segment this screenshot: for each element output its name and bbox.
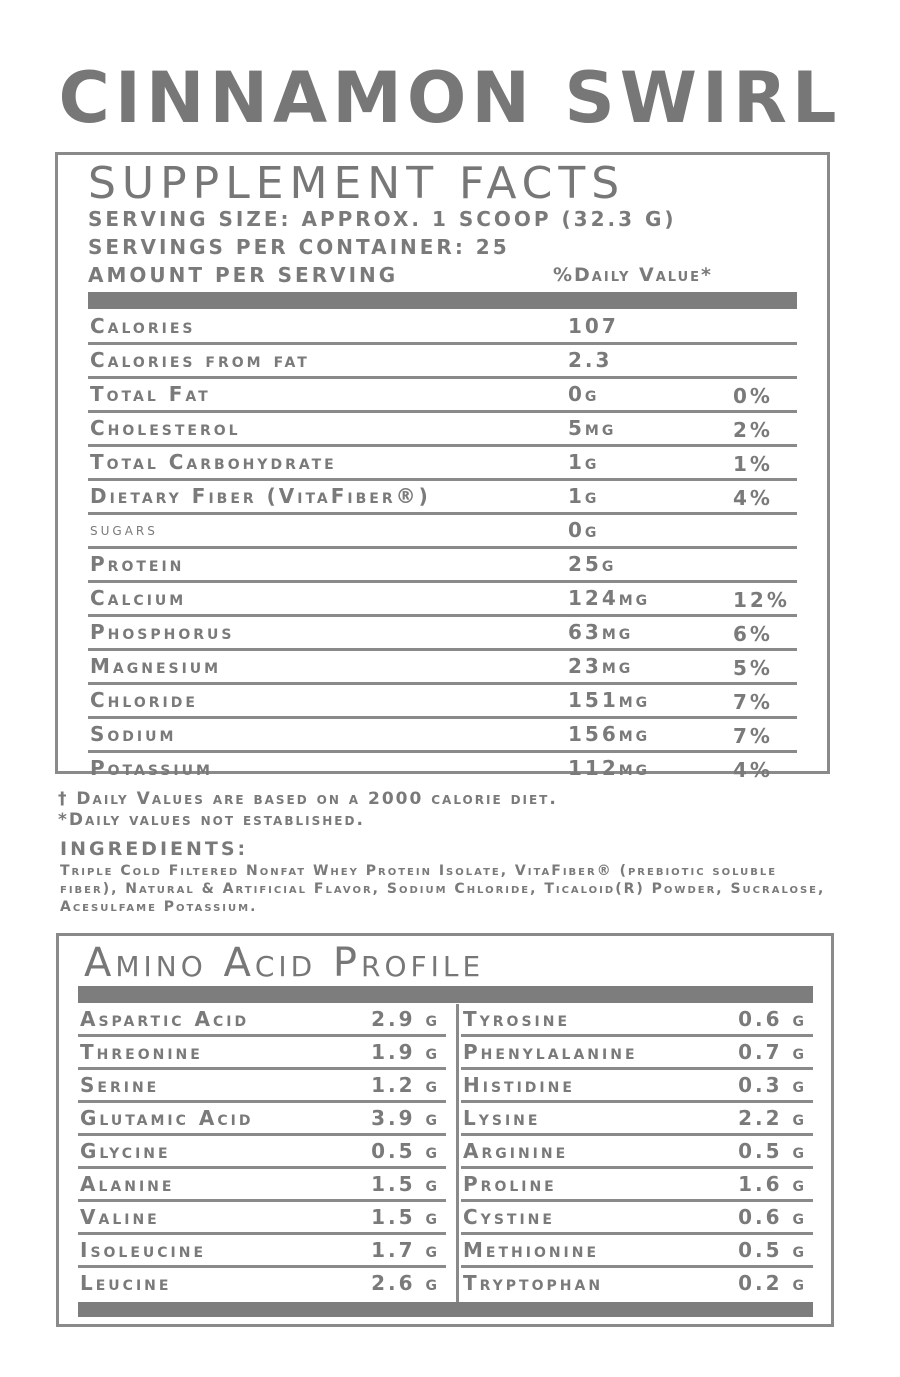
amino-right-column <box>461 1004 813 1298</box>
amino-name: Tryptophan <box>463 1271 604 1295</box>
amino-value: 0.7 g <box>738 1040 807 1064</box>
nutrient-amount: 107 <box>568 314 619 338</box>
nutrient-amount: 124mg <box>568 586 651 610</box>
amino-name: Serine <box>80 1073 160 1097</box>
supplement-facts-heading: SUPPLEMENT FACTS <box>88 158 626 209</box>
amino-row <box>461 1070 813 1103</box>
nutrient-dv: 7% <box>733 690 773 714</box>
nutrient-dv: 2% <box>733 418 773 442</box>
nutrient-dv: 4% <box>733 758 773 782</box>
nutrient-name: Dietary Fiber (VitaFiber®) <box>90 484 431 508</box>
amino-name: Arginine <box>463 1139 569 1163</box>
amino-name: Alanine <box>80 1172 175 1196</box>
nutrient-amount: 23mg <box>568 654 634 678</box>
nutrient-dv: 6% <box>733 622 773 646</box>
amino-row <box>461 1169 813 1202</box>
amino-value: 2.2 g <box>738 1106 807 1130</box>
facts-header-bar <box>88 292 797 309</box>
servings-per-container: SERVINGS PER CONTAINER: 25 <box>88 235 510 259</box>
nutrient-table <box>88 311 797 784</box>
nutrient-name: Magnesium <box>90 654 222 678</box>
nutrient-amount: 0g <box>568 382 600 406</box>
nutrient-name: Total Fat <box>90 382 211 406</box>
nutrient-amount: 0g <box>568 518 600 542</box>
nutrient-row <box>88 345 797 379</box>
nutrient-row <box>88 515 797 549</box>
nutrient-row <box>88 413 797 447</box>
amino-footer-bar <box>78 1302 813 1317</box>
amino-name: Proline <box>463 1172 557 1196</box>
nutrient-name: Chloride <box>90 688 198 712</box>
nutrient-row <box>88 549 797 583</box>
amino-row <box>78 1268 446 1298</box>
nutrient-dv: 0% <box>733 384 773 408</box>
nutrient-row <box>88 753 797 784</box>
nutrient-name: Total Carbohydrate <box>90 450 337 474</box>
nutrient-amount: 151mg <box>568 688 651 712</box>
amino-name: Methionine <box>463 1238 600 1262</box>
nutrient-amount: 25g <box>568 552 617 576</box>
amino-value: 0.2 g <box>738 1271 807 1295</box>
amino-name: Threonine <box>80 1040 203 1064</box>
amino-name: Lysine <box>463 1106 541 1130</box>
amino-value: 1.5 g <box>371 1172 440 1196</box>
footnotes <box>58 789 558 831</box>
amino-value: 1.9 g <box>371 1040 440 1064</box>
amino-name: Leucine <box>80 1271 172 1295</box>
nutrient-name: Cholesterol <box>90 416 241 440</box>
nutrient-row <box>88 685 797 719</box>
nutrient-amount: 2.3 <box>568 348 613 372</box>
nutrient-dv: 7% <box>733 724 773 748</box>
nutrient-name: Potassium <box>90 756 213 780</box>
amino-value: 3.9 g <box>371 1106 440 1130</box>
amino-value: 0.6 g <box>738 1205 807 1229</box>
amino-row <box>461 1103 813 1136</box>
footnote-not-established: *Daily values not established. <box>58 810 365 830</box>
ingredients-text: Triple Cold Filtered Nonfat Whey Protein Isolate, VitaFiber® (prebiotic soluble fiber), Natural & Artificial Flavor, Sodium Chloride, Ticaloid(R) Powder, Sucralose, Acesulfame Potassium. <box>60 863 826 915</box>
amino-row <box>461 1037 813 1070</box>
supplement-facts-panel <box>55 152 830 782</box>
amino-acid-heading: Amino Acid Profile <box>84 940 485 986</box>
nutrient-row <box>88 379 797 413</box>
amino-name: Valine <box>80 1205 160 1229</box>
amino-row <box>461 1136 813 1169</box>
amino-value: 0.5 g <box>738 1139 807 1163</box>
amino-value: 0.5 g <box>371 1139 440 1163</box>
amino-value: 1.2 g <box>371 1073 440 1097</box>
amino-column-divider <box>456 1004 459 1302</box>
amino-value: 2.9 g <box>371 1007 440 1031</box>
amount-per-serving: AMOUNT PER SERVING <box>88 263 399 287</box>
amino-name: Tyrosine <box>463 1007 571 1031</box>
nutrient-row <box>88 617 797 651</box>
nutrient-name: Calories <box>90 314 196 338</box>
ingredients-heading: INGREDIENTS: <box>60 838 249 860</box>
nutrient-dv: 5% <box>733 656 773 680</box>
nutrient-amount: 1g <box>568 484 600 508</box>
amino-row <box>78 1037 446 1070</box>
nutrient-row <box>88 481 797 515</box>
amino-name: Glutamic Acid <box>80 1106 254 1130</box>
nutrient-row <box>88 311 797 345</box>
nutrient-row <box>88 651 797 685</box>
amino-left-column <box>78 1004 446 1298</box>
amino-row <box>78 1070 446 1103</box>
footnote-daily-values: † Daily Values are based on a 2000 calorie diet. <box>58 789 558 809</box>
nutrient-name: Protein <box>90 552 185 576</box>
amino-name: Histidine <box>463 1073 575 1097</box>
nutrient-amount: 1g <box>568 450 600 474</box>
amino-name: Isoleucine <box>80 1238 207 1262</box>
nutrient-name: Phosphorus <box>90 620 235 644</box>
nutrient-amount: 5mg <box>568 416 617 440</box>
amino-name: Phenylalanine <box>463 1040 638 1064</box>
amino-row <box>461 1235 813 1268</box>
amino-name: Aspartic Acid <box>80 1007 250 1031</box>
amino-name: Glycine <box>80 1139 171 1163</box>
amino-row <box>461 1202 813 1235</box>
amino-value: 0.5 g <box>738 1238 807 1262</box>
nutrient-amount: 156mg <box>568 722 651 746</box>
nutrient-row <box>88 447 797 481</box>
nutrient-name: sugars <box>90 520 158 540</box>
nutrient-dv: 1% <box>733 452 773 476</box>
nutrient-name: Calories from fat <box>90 348 310 372</box>
amino-value: 1.6 g <box>738 1172 807 1196</box>
amino-row <box>78 1235 446 1268</box>
daily-value-header: %Daily Value* <box>553 264 713 286</box>
amino-value: 2.6 g <box>371 1271 440 1295</box>
amino-value: 1.7 g <box>371 1238 440 1262</box>
amino-value: 1.5 g <box>371 1205 440 1229</box>
amino-row <box>461 1268 813 1298</box>
amino-header-bar <box>78 986 813 1003</box>
amino-row <box>461 1004 813 1037</box>
nutrient-row <box>88 719 797 753</box>
amino-row <box>78 1004 446 1037</box>
amino-value: 0.6 g <box>738 1007 807 1031</box>
amino-row <box>78 1202 446 1235</box>
amino-name: Cystine <box>463 1205 555 1229</box>
nutrient-dv: 12% <box>733 588 790 612</box>
amino-row <box>78 1103 446 1136</box>
nutrient-name: Sodium <box>90 722 177 746</box>
nutrient-amount: 112mg <box>568 756 651 780</box>
amino-acid-panel <box>56 933 834 1327</box>
amino-value: 0.3 g <box>738 1073 807 1097</box>
nutrient-name: Calcium <box>90 586 187 610</box>
serving-size: SERVING SIZE: APPROX. 1 SCOOP (32.3 G) <box>88 207 677 231</box>
nutrient-dv: 4% <box>733 486 773 510</box>
amino-row <box>78 1169 446 1202</box>
amino-row <box>78 1136 446 1169</box>
product-title: CINNAMON SWIRL <box>58 57 842 139</box>
nutrient-amount: 63mg <box>568 620 634 644</box>
nutrient-row <box>88 583 797 617</box>
